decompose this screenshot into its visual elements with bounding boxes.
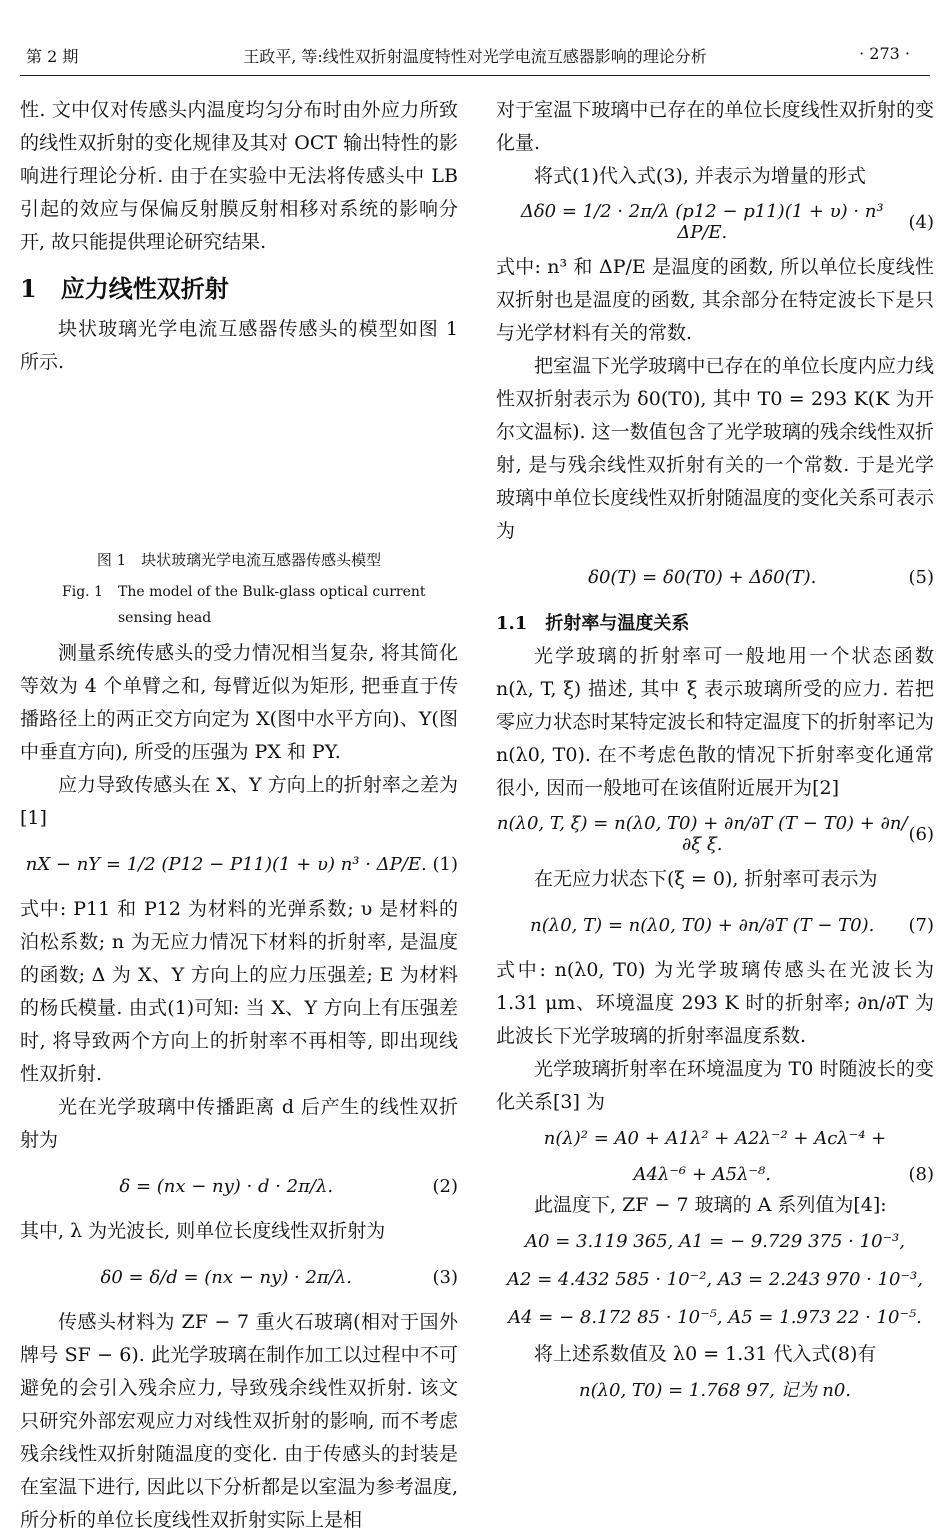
paragraph: 式中: n³ 和 ΔP/E 是温度的函数, 所以单位长度线性双折射也是温度的函数, 其余部分在特定波长下是只与光学材料有关的常数.	[496, 256, 934, 344]
paragraph: 式中: n(λ0, T0) 为光学玻璃传感头在光波长为 1.31 μm、环境温度 293 K 时的折射率; ∂n/∂T 为此波长下光学玻璃的折射率温度系数.	[496, 959, 934, 1047]
equation-number: (8)	[908, 1163, 934, 1185]
equation-number: (2)	[432, 1175, 458, 1197]
paragraph: 性. 文中仅对传感头内温度均匀分布时由外应力所致的线性双折射的变化规律及其对 OCT 输出特性的影响进行理论分析. 由于在实验中无法将传感头中 LB 引起的效应与保偏反射膜反射相移对系统的影响分开, 故只能提供理论研究结果.	[20, 99, 458, 253]
figure-label-en: Fig. 1	[62, 584, 103, 600]
paragraph: 在无应力状态下(ξ = 0), 折射率可表示为	[534, 868, 878, 890]
paragraph: 将式(1)代入式(3), 并表示为增量的形式	[534, 165, 866, 187]
paragraph: 传感头材料为 ZF − 7 重火石玻璃(相对于国外牌号 SF − 6). 此光学玻璃在制作加工以过程中不可避免的会引入残余应力, 导致残余线性双折射. 该文只研究外部宏观应力对线性双折射的影响, 而不考虑残余线性双折射随温度的变化. 由于传感头的封装是在室温下进行, 因此以下分析都是以室温为参考温度, 所分析的单位长度线性双折射实际上是相	[20, 1311, 458, 1531]
running-header	[0, 0, 950, 76]
equation-number: (7)	[908, 914, 934, 936]
paragraph: 光学玻璃折射率在环境温度为 T0 时随波长的变化关系[3] 为	[496, 1058, 934, 1113]
equation-number: (6)	[908, 823, 934, 845]
equation-body: A4λ⁻⁶ + A5λ⁻⁸.	[633, 1163, 771, 1185]
figure-caption-en-line1: The model of the Bulk-glass optical current	[118, 584, 426, 600]
paragraph: 应力导致传感头在 X、Y 方向上的折射率之差为[1]	[20, 774, 458, 829]
paragraph: 光在光学玻璃中传播距离 d 后产生的线性双折射为	[20, 1096, 458, 1151]
equation-6	[496, 809, 934, 859]
subsection-title: 1.1 折射率与温度关系	[496, 613, 690, 634]
issue-number: 第 2 期	[26, 47, 79, 66]
figure-caption-en	[62, 579, 458, 631]
equation-1	[20, 839, 458, 889]
result-line: n(λ0, T0) = 1.768 97, 记为 n0.	[578, 1380, 851, 1401]
equation-number: (1)	[432, 853, 458, 875]
paragraph: 测量系统传感头的受力情况相当复杂, 将其简化等效为 4 个单臂之和, 每臂近似为矩形, 把垂直于传播路径上的两正交方向定为 X(图中水平方向)、Y(图中垂直方向), 所受的压强为 PX 和 PY.	[20, 642, 458, 763]
equation-body: Δδ0 = 1/2 · 2π/λ (p12 − p11)(1 + υ) · n³ ΔP/E.	[520, 201, 884, 243]
equation-body: n(λ0, T, ξ) = n(λ0, T0) + ∂n/∂T (T − T0) + ∂n/∂ξ ξ.	[496, 813, 908, 855]
equation-8-line1: n(λ)² = A0 + A1λ² + A2λ⁻² + Acλ⁻⁴ +	[543, 1128, 887, 1149]
equation-number: (5)	[908, 566, 934, 588]
header-rule	[20, 75, 930, 76]
coefficient-line: A2 = 4.432 585 · 10⁻², A3 = 2.243 970 · 10⁻³,	[507, 1269, 923, 1290]
section-title: 1 应力线性双折射	[20, 274, 229, 303]
paragraph: 将上述系数值及 λ0 = 1.31 代入式(8)有	[534, 1343, 877, 1365]
paragraph: 式中: P11 和 P12 为材料的光弹系数; υ 是材料的泊松系数; n 为无应力情况下材料的折射率, 是温度的函数; Δ 为 X、Y 方向上的应力压强差; E 为材料的杨氏模量. 由式(1)可知: 当 X、Y 方向上有压强差时, 将导致两个方向上的折射率不再相等, 即出现线性双折射.	[20, 898, 458, 1085]
equation-5	[496, 552, 934, 602]
paragraph: 对于室温下玻璃中已存在的单位长度线性双折射的变化量.	[496, 99, 934, 154]
equation-7	[496, 900, 934, 950]
equation-3	[20, 1252, 458, 1302]
equation-body: n(λ0, T) = n(λ0, T0) + ∂n/∂T (T − T0).	[530, 914, 875, 936]
equation-body: δ = (nx − ny) · d · 2π/λ.	[119, 1175, 334, 1197]
equation-number: (4)	[908, 211, 934, 233]
equation-4	[496, 197, 934, 247]
equation-body: δ0(T) = δ0(T0) + Δδ0(T).	[588, 566, 817, 588]
paragraph: 把室温下光学玻璃中已存在的单位长度内应力线性双折射表示为 δ0(T0), 其中 T0 = 293 K(K 为开尔文温标). 这一数值包含了光学玻璃的残余线性双折射, 是与残余线性双折射有关的一个常数. 于是光学玻璃中单位长度线性双折射随温度的变化关系可表示为	[496, 355, 934, 542]
equation-2	[20, 1161, 458, 1211]
left-column	[20, 94, 458, 1537]
equation-8	[496, 1159, 934, 1189]
figure-1-area	[20, 379, 458, 535]
paragraph: 光学玻璃的折射率可一般地用一个状态函数 n(λ, T, ξ) 描述, 其中 ξ 表示玻璃所受的应力. 若把零应力状态时某特定波长和特定温度下的折射率记为 n(λ0, T0). 在不考虑色散的情况下折射率变化通常很小, 因而一般地可在该值附近展开为[2]	[496, 645, 934, 799]
equation-number: (3)	[432, 1266, 458, 1288]
figure-caption-en-line2: sensing head	[118, 610, 212, 626]
equation-body: δ0 = δ/d = (nx − ny) · 2π/λ.	[100, 1266, 352, 1288]
figure-caption-cn: 图 1 块状玻璃光学电流互感器传感头模型	[96, 551, 382, 569]
coefficient-line: A4 = − 8.172 85 · 10⁻⁵, A5 = 1.973 22 · 10⁻⁵.	[508, 1307, 922, 1328]
paragraph: 块状玻璃光学电流互感器传感头的模型如图 1 所示.	[20, 318, 458, 373]
coefficient-line: A0 = 3.119 365, A1 = − 9.729 375 · 10⁻³,	[525, 1231, 905, 1252]
running-title: 王政平, 等:线性双折射温度特性对光学电流互感器影响的理论分析	[243, 47, 707, 66]
paragraph: 此温度下, ZF − 7 玻璃的 A 系列值为[4]:	[534, 1194, 887, 1216]
page-number: · 273 ·	[859, 44, 910, 63]
right-column	[496, 94, 934, 1411]
equation-body: nX − nY = 1/2 (P12 − P11)(1 + υ) n³ · ΔP/E.	[25, 853, 427, 875]
paragraph: 其中, λ 为光波长, 则单位长度线性双折射为	[20, 1220, 386, 1242]
